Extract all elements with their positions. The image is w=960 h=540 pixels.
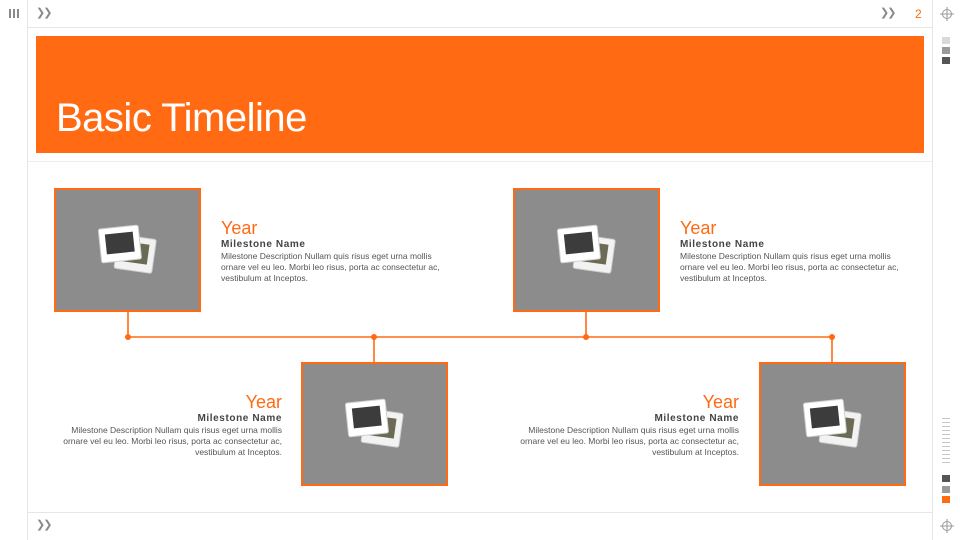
slide-title[interactable]: Basic Timeline: [56, 96, 307, 140]
milestone-name: Milestone Name: [654, 413, 739, 424]
milestone-1[interactable]: [221, 218, 441, 284]
timeline-node: [583, 334, 589, 340]
milestone-description: Milestone Description Nullam quis risus eget urna mollis ornare vel eu leo. Morbi leo risus, porta ac consectetur ac, vestibulum at Inceptos.: [221, 251, 440, 283]
milestone-description: Milestone Description Nullam quis risus eget urna mollis ornare vel eu leo. Morbi leo risus, porta ac consectetur ac, vestibulum at Inceptos.: [680, 251, 899, 283]
timeline-node: [829, 334, 835, 340]
milestone-year: Year: [680, 218, 717, 238]
timeline-node: [371, 334, 377, 340]
double-chevron-right-icon[interactable]: ❯❯: [36, 7, 51, 19]
milestone-name: Milestone Name: [221, 239, 306, 250]
image-placeholder[interactable]: [301, 362, 448, 486]
milestone-year: Year: [702, 392, 739, 412]
photo-slides-icon: [94, 221, 162, 279]
page-number: 2: [915, 7, 922, 21]
image-placeholder[interactable]: [513, 188, 660, 312]
image-placeholder[interactable]: [54, 188, 201, 312]
image-placeholder[interactable]: [759, 362, 906, 486]
double-chevron-right-icon[interactable]: ❯❯: [36, 519, 51, 531]
milestone-name: Milestone Name: [197, 413, 282, 424]
milestone-year: Year: [221, 218, 258, 238]
photo-slides-icon: [553, 221, 621, 279]
milestone-2[interactable]: [680, 218, 900, 284]
milestone-name: Milestone Name: [680, 239, 765, 250]
milestone-description: Milestone Description Nullam quis risus eget urna mollis ornare vel eu leo. Morbi leo risus, porta ac consectetur ac, vestibulum at Inceptos.: [520, 425, 739, 457]
double-chevron-right-icon[interactable]: ❯❯: [880, 7, 895, 19]
milestone-4[interactable]: [519, 392, 739, 458]
milestone-year: Year: [245, 392, 282, 412]
photo-slides-icon: [799, 395, 867, 453]
photo-slides-icon: [341, 395, 409, 453]
milestone-3[interactable]: [62, 392, 282, 458]
milestone-description: Milestone Description Nullam quis risus eget urna mollis ornare vel eu leo. Morbi leo risus, porta ac consectetur ac, vestibulum at Inceptos.: [63, 425, 282, 457]
timeline-node: [125, 334, 131, 340]
